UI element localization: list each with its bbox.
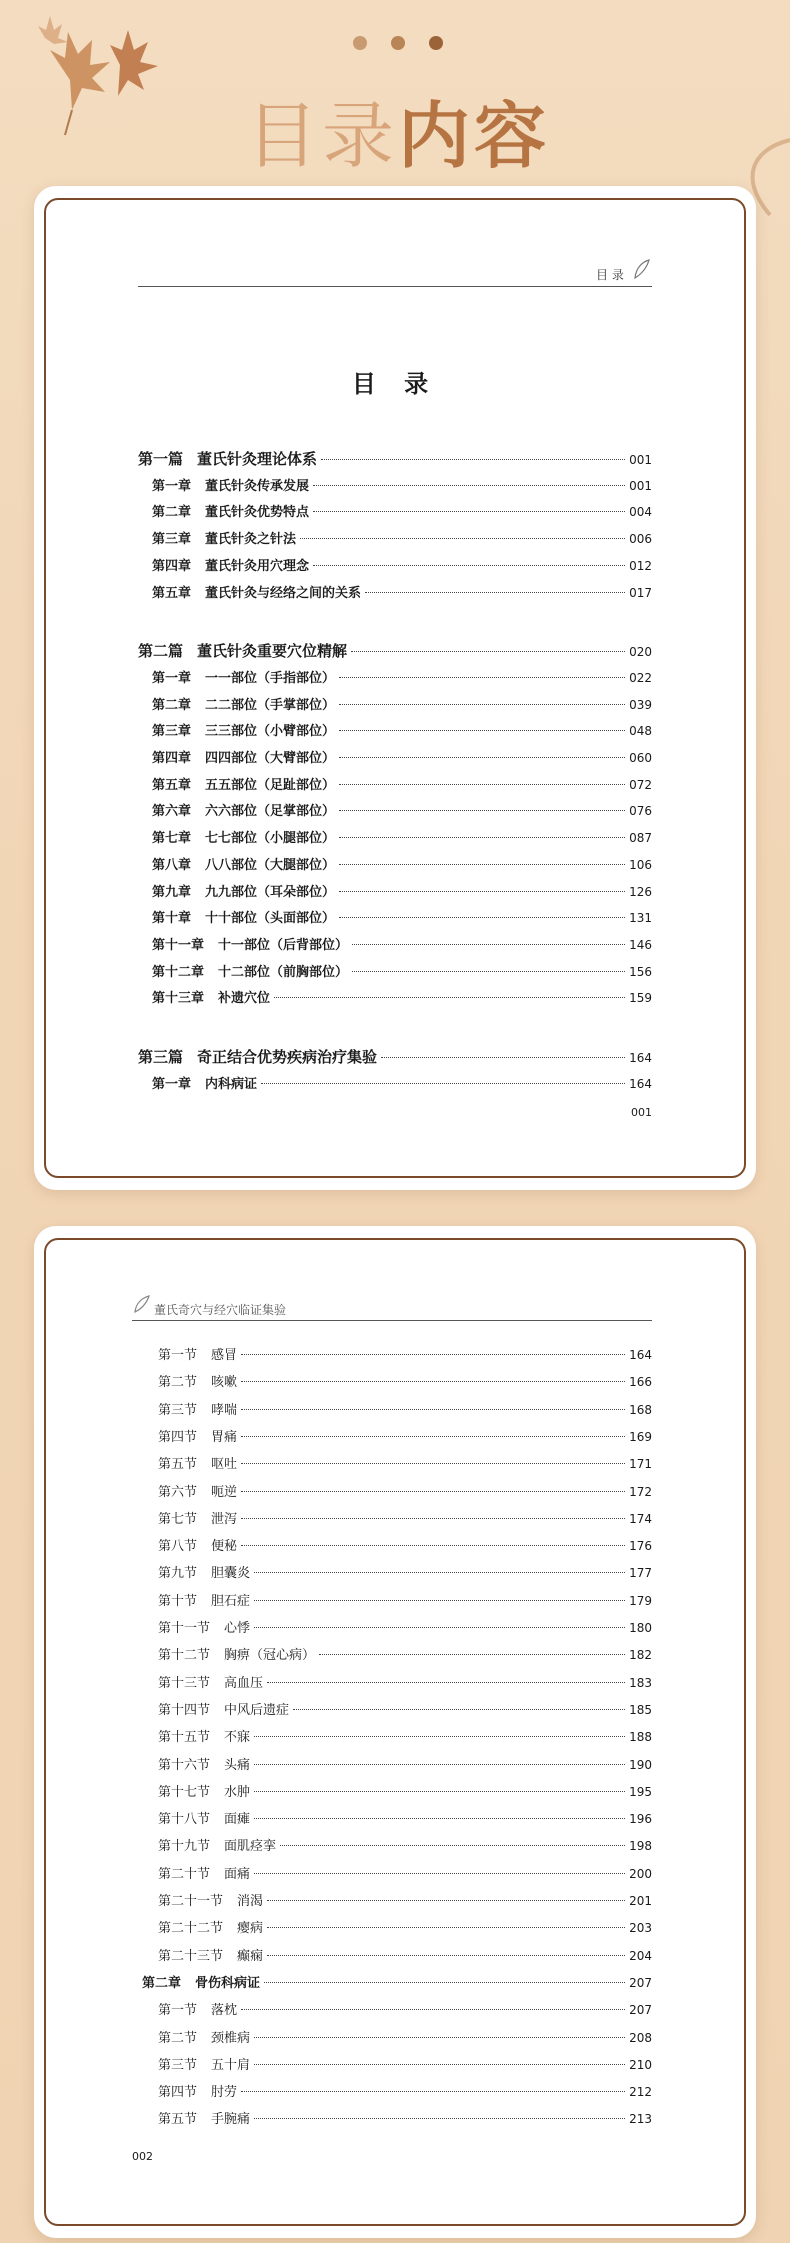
leader-dots (352, 944, 625, 945)
entry-page: 203 (629, 1921, 652, 1936)
entry-page: 204 (629, 1948, 652, 1963)
entry-title: 五十肩 (211, 2057, 251, 2073)
entry-label: 第十三节 (158, 1675, 211, 1691)
entry-page: 183 (629, 1675, 652, 1690)
entry-page: 164 (629, 1076, 652, 1091)
entry-title: 瘿病 (237, 1921, 264, 1937)
leader-dots (254, 1764, 625, 1765)
toc-section (158, 1917, 652, 1936)
entry-title: 八八部位（大腿部位） (205, 857, 336, 873)
entry-label: 第十四节 (158, 1702, 211, 1718)
entry-label: 第三章 (152, 724, 192, 740)
toc-chapter (152, 747, 652, 766)
entry-title: 四四部位（大臂部位） (205, 751, 336, 766)
leader-dots (241, 1545, 625, 1546)
entry-label: 第五章 (152, 585, 192, 601)
entry-page: 177 (629, 1566, 652, 1581)
entry-label: 第十六节 (158, 1757, 211, 1773)
entry-label: 第二章 (142, 1975, 182, 1991)
leader-dots (339, 810, 625, 811)
leader-dots (254, 2118, 625, 2119)
page-number: 002 (132, 2150, 153, 2163)
entry-title: 面瘫 (224, 1812, 251, 1828)
toc-section (158, 1426, 652, 1445)
toc-chapter (152, 800, 652, 819)
toc-section (158, 1890, 652, 1909)
leader-dots (267, 1955, 625, 1956)
banner-title-light: 目录 (246, 94, 399, 178)
entry-page: 208 (629, 2030, 652, 2045)
entry-label: 第十八节 (158, 1812, 211, 1828)
running-header: 董氏奇穴与经穴临证集验 (154, 1303, 287, 1317)
leader-dots (267, 1682, 625, 1683)
toc-chapter (152, 528, 652, 547)
leader-dots (339, 917, 625, 918)
entry-title: 落枕 (211, 2003, 238, 2019)
entry-page: 185 (629, 1702, 652, 1717)
entry-label: 第四章 (152, 751, 192, 766)
entry-page: 159 (629, 991, 652, 1006)
toc-chapter (152, 475, 652, 494)
toc-chapter (152, 961, 652, 980)
entry-title: 泄泻 (211, 1511, 238, 1527)
entry-title: 呃逆 (211, 1484, 238, 1500)
entry-page: 182 (629, 1648, 652, 1663)
toc-section (158, 1999, 652, 2018)
toc-chapter (152, 1073, 652, 1092)
entry-page: 072 (629, 777, 652, 792)
entry-label: 第一节 (158, 2003, 198, 2019)
entry-label: 第一章 (152, 1076, 192, 1092)
toc-chapter (152, 774, 652, 793)
leader-dots (241, 1463, 625, 1464)
toc-part (138, 640, 652, 661)
toc-section (158, 1481, 652, 1500)
entry-page: 201 (629, 1894, 652, 1908)
toc-section (158, 1781, 652, 1800)
banner-heading (246, 78, 550, 182)
entry-label: 第十五节 (158, 1730, 211, 1746)
entry-page: 179 (629, 1593, 652, 1608)
entry-label: 第四节 (158, 2085, 198, 2101)
toc-section (158, 1672, 652, 1691)
entry-page: 176 (629, 1539, 652, 1554)
leader-dots (254, 1600, 625, 1601)
entry-label: 第二十二节 (158, 1921, 224, 1937)
leader-dots (241, 1381, 625, 1382)
entry-page: 004 (629, 505, 652, 520)
toc-section (158, 1399, 652, 1418)
entry-page: 168 (629, 1402, 652, 1417)
entry-title: 五五部位（足趾部位） (205, 777, 336, 793)
leader-dots (254, 1818, 625, 1819)
entry-page: 212 (629, 2085, 652, 2100)
toc-section (158, 1508, 652, 1527)
leader-dots (241, 2009, 625, 2010)
entry-label: 第十一节 (158, 1621, 211, 1636)
entry-label: 第五节 (158, 2112, 198, 2128)
entry-title: 中风后遗症 (224, 1702, 290, 1718)
entry-label: 第三节 (158, 2057, 198, 2073)
entry-title: 董氏针灸与经络之间的关系 (205, 585, 362, 601)
entry-title: 董氏针灸理论体系 (197, 450, 318, 468)
leaf-icon (132, 1294, 152, 1314)
entry-label: 第十节 (158, 1593, 198, 1609)
toc-section (158, 1835, 652, 1854)
entry-title: 董氏针灸优势特点 (205, 505, 310, 521)
toc-section (158, 1699, 652, 1718)
entry-page: 200 (629, 1866, 652, 1881)
leader-dots (274, 997, 625, 998)
toc-chapter (152, 934, 652, 953)
toc-chapter (152, 907, 652, 926)
entry-title: 内科病证 (205, 1076, 258, 1092)
entry-label: 第二节 (158, 1375, 198, 1391)
toc-title: 目 录 (351, 370, 439, 398)
entry-page: 196 (629, 1812, 652, 1827)
entry-title: 董氏针灸重要穴位精解 (197, 642, 348, 661)
toc-chapter (152, 854, 652, 873)
leader-dots (264, 1982, 625, 1983)
entry-label: 第三章 (152, 532, 192, 548)
entry-label: 第八章 (152, 857, 192, 873)
entry-title: 不寐 (224, 1730, 251, 1746)
leader-dots (339, 891, 625, 892)
entry-title: 高血压 (224, 1675, 264, 1691)
toc-page-2 (34, 1226, 756, 2238)
entry-title: 胆石症 (211, 1593, 251, 1609)
leader-dots (254, 1627, 625, 1628)
entry-page: 190 (629, 1757, 652, 1772)
leader-dots (339, 704, 625, 705)
toc-chapter (152, 881, 652, 900)
entry-label: 第三篇 (138, 1048, 184, 1066)
banner-title-bold: 内容 (398, 94, 551, 178)
entry-page: 172 (629, 1484, 652, 1499)
page-frame (44, 198, 746, 1178)
toc-section (158, 2081, 652, 2100)
entry-page: 106 (629, 857, 652, 872)
entry-title: 六六部位（足掌部位） (205, 804, 336, 820)
leader-dots (241, 1518, 625, 1519)
entry-label: 第五节 (158, 1457, 198, 1473)
toc-page-1 (34, 186, 756, 1190)
entry-page: 166 (629, 1375, 652, 1390)
entry-title: 十一部位（后背部位） (218, 937, 349, 953)
leader-dots (241, 1354, 625, 1355)
leader-dots (339, 757, 625, 758)
entry-page: 207 (629, 2003, 652, 2018)
leaf-icon (632, 258, 652, 280)
entry-label: 第九节 (158, 1566, 198, 1582)
leader-dots (313, 565, 625, 566)
entry-page: 213 (629, 2112, 652, 2127)
entry-label: 第二章 (152, 697, 192, 713)
toc-section (158, 1453, 652, 1472)
page-number: 001 (631, 1106, 652, 1119)
leader-dots (241, 2091, 625, 2092)
entry-title: 肘劳 (211, 2085, 238, 2101)
entry-page: 198 (629, 1839, 652, 1854)
maple-leaves-decoration (10, 10, 180, 140)
entry-label: 第二十一节 (158, 1894, 224, 1909)
entry-page: 146 (629, 937, 652, 952)
entry-label: 第六章 (152, 804, 192, 820)
entry-title: 一一部位（手指部位） (205, 670, 336, 686)
entry-title: 呕吐 (211, 1457, 238, 1473)
entry-title: 水肿 (224, 1784, 251, 1800)
entry-page: 164 (629, 1051, 652, 1065)
entry-title: 七七部位（小腿部位） (205, 831, 336, 847)
entry-title: 感冒 (211, 1348, 238, 1363)
dot (429, 36, 443, 50)
entry-title: 骨伤科病证 (195, 1975, 261, 1991)
entry-label: 第二章 (152, 505, 192, 521)
entry-page: 022 (629, 670, 652, 685)
entry-page: 131 (629, 911, 652, 926)
entry-title: 颈椎病 (211, 2030, 251, 2046)
leader-dots (293, 1709, 625, 1710)
leader-dots (313, 511, 625, 512)
leader-dots (261, 1083, 625, 1084)
entry-title: 哮喘 (211, 1402, 238, 1418)
entry-page: 207 (629, 1975, 652, 1990)
leader-dots (339, 837, 625, 838)
leader-dots (267, 1927, 625, 1928)
leader-dots (339, 677, 625, 678)
entry-page: 087 (629, 831, 652, 846)
entry-label: 第十一章 (152, 937, 205, 953)
entry-page: 039 (629, 697, 652, 712)
toc-chapter (152, 720, 652, 739)
leader-dots (339, 784, 625, 785)
leader-dots (300, 538, 625, 539)
entry-title: 二二部位（手掌部位） (205, 697, 336, 713)
toc-chapter (142, 1972, 652, 1991)
toc-section (158, 1371, 652, 1390)
toc-section (158, 2027, 652, 2046)
leader-dots (241, 1491, 625, 1492)
entry-title: 董氏针灸用穴理念 (205, 558, 310, 574)
entry-title: 三三部位（小臂部位） (205, 724, 336, 740)
leader-dots (254, 1873, 625, 1874)
entry-title: 胆囊炎 (211, 1566, 251, 1582)
entry-title: 奇正结合优势疾病治疗集验 (197, 1048, 378, 1066)
dots-decoration (353, 36, 443, 50)
entry-label: 第一篇 (138, 450, 184, 468)
leader-dots (339, 864, 625, 865)
toc-section (158, 1344, 652, 1363)
entry-page: 076 (629, 804, 652, 819)
entry-title: 胸痹（冠心病） (224, 1648, 316, 1664)
entry-page: 017 (629, 585, 652, 600)
running-header: 目 录 (596, 268, 624, 282)
entry-title: 十十部位（头面部位） (205, 911, 336, 927)
entry-label: 第四节 (158, 1429, 198, 1445)
toc-chapter (152, 694, 652, 713)
leader-dots (267, 1900, 625, 1901)
entry-title: 手腕痛 (211, 2112, 251, 2128)
toc-section (158, 1644, 652, 1663)
toc-section (158, 1863, 652, 1882)
entry-page: 012 (629, 558, 652, 573)
leader-dots (241, 1436, 625, 1437)
leader-dots (365, 592, 625, 593)
entry-page: 020 (629, 645, 652, 660)
toc-section (158, 1590, 652, 1609)
entry-title: 十二部位（前胸部位） (218, 964, 349, 980)
toc-section (158, 1726, 652, 1745)
entry-label: 第十二节 (158, 1648, 211, 1664)
entry-title: 补遗穴位 (218, 991, 271, 1007)
entry-label: 第二节 (158, 2030, 198, 2046)
entry-page: 195 (629, 1784, 652, 1799)
entry-label: 第一章 (152, 670, 192, 686)
toc-section (158, 1945, 652, 1964)
toc-section (158, 1562, 652, 1581)
entry-page: 180 (629, 1621, 652, 1635)
entry-label: 第十三章 (152, 991, 205, 1007)
entry-label: 第四章 (152, 558, 192, 574)
entry-label: 第七章 (152, 831, 192, 847)
header-rule (132, 1320, 652, 1321)
header-rule (138, 286, 652, 287)
entry-title: 面肌痉挛 (224, 1839, 277, 1855)
toc-chapter (152, 987, 652, 1006)
entry-label: 第九章 (152, 884, 192, 900)
dot (353, 36, 367, 50)
entry-label: 第一章 (152, 478, 192, 494)
toc-part (138, 1046, 652, 1067)
toc-section (158, 1754, 652, 1773)
entry-page: 006 (629, 532, 652, 547)
toc-chapter (152, 555, 652, 574)
entry-page: 188 (629, 1730, 652, 1745)
entry-label: 第二十三节 (158, 1948, 224, 1964)
toc-part (138, 448, 652, 469)
leader-dots (254, 1572, 625, 1573)
entry-page: 164 (629, 1348, 652, 1362)
entry-title: 心悸 (224, 1621, 251, 1636)
leader-dots (321, 459, 625, 460)
entry-label: 第五章 (152, 777, 192, 793)
leader-dots (254, 2064, 625, 2065)
entry-label: 第十二章 (152, 964, 205, 980)
entry-page: 174 (629, 1511, 652, 1526)
leader-dots (254, 1736, 625, 1737)
leader-dots (351, 651, 625, 652)
dot (391, 36, 405, 50)
entry-title: 便秘 (211, 1539, 238, 1555)
entry-title: 消渴 (237, 1894, 264, 1909)
leader-dots (319, 1654, 625, 1655)
entry-label: 第十章 (152, 911, 192, 927)
entry-label: 第一节 (158, 1348, 198, 1363)
entry-page: 001 (629, 478, 652, 493)
toc-section (158, 1535, 652, 1554)
toc-chapter (152, 827, 652, 846)
entry-label: 第二十节 (158, 1866, 211, 1882)
toc-section (158, 2054, 652, 2073)
entry-page: 126 (629, 884, 652, 899)
entry-label: 第十七节 (158, 1784, 211, 1800)
toc-chapter (152, 582, 652, 601)
entry-label: 第八节 (158, 1539, 198, 1555)
leader-dots (381, 1057, 625, 1058)
entry-page: 171 (629, 1457, 652, 1472)
entry-page: 060 (629, 751, 652, 765)
entry-title: 头痛 (224, 1757, 251, 1773)
entry-title: 九九部位（耳朵部位） (205, 884, 336, 900)
entry-label: 第七节 (158, 1511, 198, 1527)
entry-title: 董氏针灸传承发展 (205, 478, 310, 494)
leader-dots (339, 730, 625, 731)
leader-dots (313, 485, 625, 486)
entry-page: 156 (629, 964, 652, 979)
toc-chapter (152, 667, 652, 686)
entry-label: 第二篇 (138, 642, 184, 661)
toc-section (158, 2108, 652, 2127)
entry-title: 咳嗽 (211, 1375, 238, 1391)
entry-title: 胃痛 (211, 1429, 238, 1445)
entry-label: 第十九节 (158, 1839, 211, 1855)
leader-dots (254, 2037, 625, 2038)
entry-page: 048 (629, 724, 652, 739)
toc-chapter (152, 501, 652, 520)
toc-section (158, 1617, 652, 1636)
entry-title: 董氏针灸之针法 (205, 532, 297, 548)
entry-title: 面痛 (224, 1866, 251, 1882)
entry-title: 癫痫 (237, 1948, 264, 1964)
leader-dots (241, 1409, 625, 1410)
entry-label: 第三节 (158, 1402, 198, 1418)
leader-dots (254, 1791, 625, 1792)
entry-page: 001 (629, 453, 652, 467)
leader-dots (280, 1845, 625, 1846)
leader-dots (352, 971, 625, 972)
entry-page: 169 (629, 1429, 652, 1444)
toc-section (158, 1808, 652, 1827)
entry-label: 第六节 (158, 1484, 198, 1500)
entry-page: 210 (629, 2057, 652, 2072)
